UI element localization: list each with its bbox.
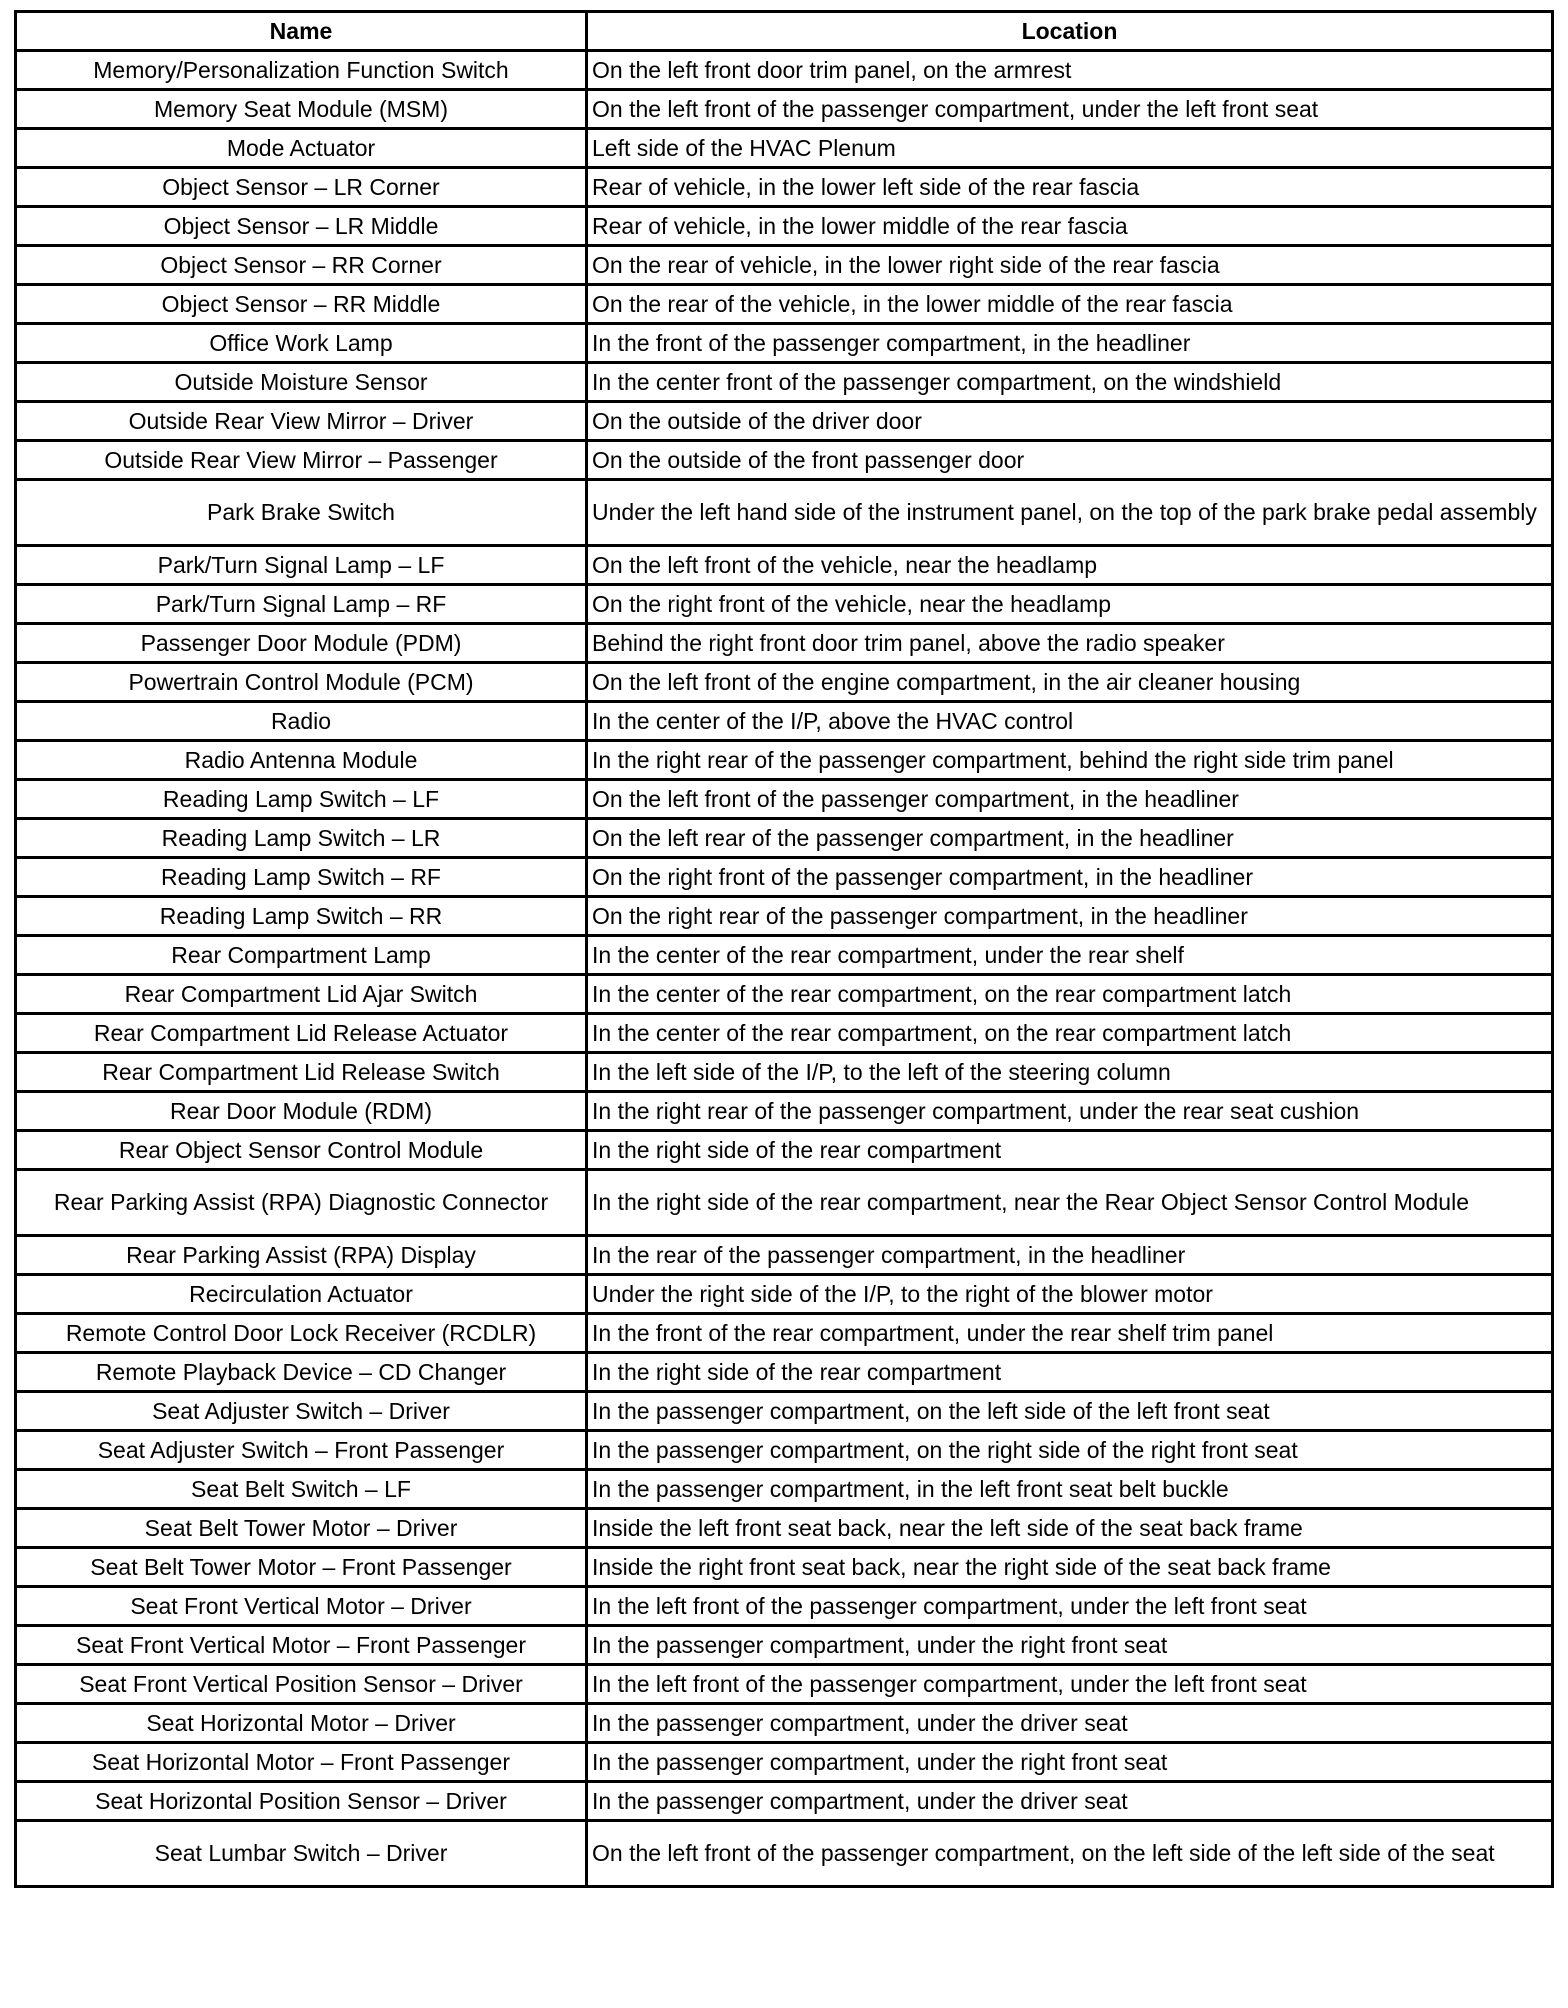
table-row [16,936,1553,975]
component-location-cell: In the front of the rear compartment, under the rear shelf trim panel [587,1314,1553,1353]
component-location-cell: In the left front of the passenger compartment, under the left front seat [587,1665,1553,1704]
component-location-cell: On the left front of the vehicle, near the headlamp [587,546,1553,585]
component-location-cell: Rear of vehicle, in the lower left side of the rear fascia [587,168,1553,207]
component-name-cell: Seat Front Vertical Motor – Front Passenger [16,1626,587,1665]
component-location-cell: On the outside of the driver door [587,402,1553,441]
table-row [16,441,1553,480]
table-row [16,129,1553,168]
table-row [16,90,1553,129]
table-row [16,1275,1553,1314]
component-name-cell: Reading Lamp Switch – RR [16,897,587,936]
component-location-cell: In the passenger compartment, in the left front seat belt buckle [587,1470,1553,1509]
component-name-cell: Rear Door Module (RDM) [16,1092,587,1131]
component-name-cell: Mode Actuator [16,129,587,168]
table-row [16,1704,1553,1743]
table-row [16,1782,1553,1821]
component-name-cell: Reading Lamp Switch – LF [16,780,587,819]
table-row [16,819,1553,858]
table-row [16,780,1553,819]
name-column-header: Name [16,12,587,51]
component-name-cell: Object Sensor – RR Middle [16,285,587,324]
component-name-cell: Seat Belt Tower Motor – Front Passenger [16,1548,587,1587]
component-location-cell: In the right side of the rear compartment [587,1131,1553,1170]
header-row [16,12,1553,51]
component-name-cell: Park Brake Switch [16,480,587,546]
component-location-cell: Inside the right front seat back, near the right side of the seat back frame [587,1548,1553,1587]
component-name-cell: Seat Belt Switch – LF [16,1470,587,1509]
table-row [16,1821,1553,1887]
component-name-cell: Seat Front Vertical Motor – Driver [16,1587,587,1626]
table-row [16,585,1553,624]
component-name-cell: Radio [16,702,587,741]
component-location-cell: On the rear of vehicle, in the lower right side of the rear fascia [587,246,1553,285]
component-location-cell: In the center of the rear compartment, under the rear shelf [587,936,1553,975]
table-row [16,1014,1553,1053]
component-location-cell: In the center of the I/P, above the HVAC control [587,702,1553,741]
component-name-cell: Memory/Personalization Function Switch [16,51,587,90]
component-location-cell: In the passenger compartment, under the right front seat [587,1743,1553,1782]
table-row [16,663,1553,702]
table-row [16,1353,1553,1392]
component-name-cell: Seat Adjuster Switch – Front Passenger [16,1431,587,1470]
component-location-cell: On the left front door trim panel, on the armrest [587,51,1553,90]
component-name-cell: Rear Compartment Lamp [16,936,587,975]
table-row [16,546,1553,585]
component-name-cell: Rear Compartment Lid Ajar Switch [16,975,587,1014]
component-location-cell: In the left side of the I/P, to the left of the steering column [587,1053,1553,1092]
component-location-cell: In the passenger compartment, on the left side of the left front seat [587,1392,1553,1431]
table-row [16,1053,1553,1092]
table-row [16,324,1553,363]
component-location-cell: Rear of vehicle, in the lower middle of the rear fascia [587,207,1553,246]
component-location-cell: In the front of the passenger compartment, in the headliner [587,324,1553,363]
component-name-cell: Object Sensor – LR Corner [16,168,587,207]
component-location-cell: Behind the right front door trim panel, above the radio speaker [587,624,1553,663]
component-name-cell: Remote Playback Device – CD Changer [16,1353,587,1392]
table-row [16,480,1553,546]
component-name-cell: Remote Control Door Lock Receiver (RCDLR) [16,1314,587,1353]
table-row [16,1236,1553,1275]
component-name-cell: Seat Horizontal Motor – Driver [16,1704,587,1743]
table-row [16,51,1553,90]
component-name-cell: Powertrain Control Module (PCM) [16,663,587,702]
component-name-cell: Radio Antenna Module [16,741,587,780]
component-name-cell: Reading Lamp Switch – RF [16,858,587,897]
table-row [16,1548,1553,1587]
table-row [16,246,1553,285]
component-name-cell: Seat Adjuster Switch – Driver [16,1392,587,1431]
component-location-cell: On the right rear of the passenger compartment, in the headliner [587,897,1553,936]
component-name-cell: Memory Seat Module (MSM) [16,90,587,129]
component-location-cell: On the left front of the passenger compartment, on the left side of the left side of the seat [587,1821,1553,1887]
component-name-cell: Object Sensor – LR Middle [16,207,587,246]
component-name-cell: Rear Parking Assist (RPA) Display [16,1236,587,1275]
component-location-cell: On the right front of the passenger compartment, in the headliner [587,858,1553,897]
table-row [16,363,1553,402]
component-location-cell: Left side of the HVAC Plenum [587,129,1553,168]
table-row [16,168,1553,207]
component-location-cell: On the left rear of the passenger compartment, in the headliner [587,819,1553,858]
component-location-cell: On the rear of the vehicle, in the lower middle of the rear fascia [587,285,1553,324]
component-name-cell: Outside Rear View Mirror – Passenger [16,441,587,480]
table-header [16,12,1553,51]
component-location-cell: In the center front of the passenger compartment, on the windshield [587,363,1553,402]
component-name-cell: Outside Rear View Mirror – Driver [16,402,587,441]
table-row [16,897,1553,936]
component-name-cell: Rear Parking Assist (RPA) Diagnostic Connector [16,1170,587,1236]
table-row [16,1470,1553,1509]
component-location-cell: In the right side of the rear compartment [587,1353,1553,1392]
component-name-cell: Seat Horizontal Motor – Front Passenger [16,1743,587,1782]
component-name-cell: Office Work Lamp [16,324,587,363]
component-location-cell: Under the left hand side of the instrument panel, on the top of the park brake pedal assembly [587,480,1553,546]
component-location-cell: On the left front of the passenger compartment, under the left front seat [587,90,1553,129]
component-name-cell: Rear Object Sensor Control Module [16,1131,587,1170]
table-row [16,1626,1553,1665]
component-location-cell: In the passenger compartment, on the right side of the right front seat [587,1431,1553,1470]
component-name-cell: Park/Turn Signal Lamp – RF [16,585,587,624]
table-row [16,1587,1553,1626]
table-row [16,1092,1553,1131]
component-location-cell: In the passenger compartment, under the driver seat [587,1782,1553,1821]
table-row [16,1743,1553,1782]
table-row [16,402,1553,441]
component-location-cell: Inside the left front seat back, near the left side of the seat back frame [587,1509,1553,1548]
component-location-cell: On the right front of the vehicle, near the headlamp [587,585,1553,624]
component-location-cell: On the left front of the engine compartment, in the air cleaner housing [587,663,1553,702]
component-location-cell: In the center of the rear compartment, on the rear compartment latch [587,1014,1553,1053]
component-location-cell: In the left front of the passenger compartment, under the left front seat [587,1587,1553,1626]
table-row [16,1131,1553,1170]
table-row [16,1431,1553,1470]
component-name-cell: Passenger Door Module (PDM) [16,624,587,663]
component-name-cell: Reading Lamp Switch – LR [16,819,587,858]
component-name-cell: Seat Belt Tower Motor – Driver [16,1509,587,1548]
table-row [16,741,1553,780]
component-location-cell: In the right rear of the passenger compartment, behind the right side trim panel [587,741,1553,780]
component-name-cell: Object Sensor – RR Corner [16,246,587,285]
table-row [16,975,1553,1014]
table-row [16,858,1553,897]
component-name-cell: Outside Moisture Sensor [16,363,587,402]
table-row [16,1314,1553,1353]
component-location-cell: In the passenger compartment, under the driver seat [587,1704,1553,1743]
component-name-cell: Recirculation Actuator [16,1275,587,1314]
component-location-cell: On the left front of the passenger compartment, in the headliner [587,780,1553,819]
component-name-cell: Seat Front Vertical Position Sensor – Driver [16,1665,587,1704]
table-row [16,624,1553,663]
component-location-cell: On the outside of the front passenger door [587,441,1553,480]
component-location-cell: In the passenger compartment, under the right front seat [587,1626,1553,1665]
component-name-cell: Seat Horizontal Position Sensor – Driver [16,1782,587,1821]
component-location-cell: In the center of the rear compartment, on the rear compartment latch [587,975,1553,1014]
component-location-cell: In the right side of the rear compartment, near the Rear Object Sensor Control Module [587,1170,1553,1236]
table-row [16,1665,1553,1704]
component-name-cell: Rear Compartment Lid Release Actuator [16,1014,587,1053]
table-row [16,1509,1553,1548]
component-location-table [14,10,1554,1888]
table-row [16,702,1553,741]
component-location-cell: Under the right side of the I/P, to the right of the blower motor [587,1275,1553,1314]
table-row [16,207,1553,246]
component-location-cell: In the right rear of the passenger compartment, under the rear seat cushion [587,1092,1553,1131]
table-row [16,285,1553,324]
component-name-cell: Seat Lumbar Switch – Driver [16,1821,587,1887]
component-name-cell: Rear Compartment Lid Release Switch [16,1053,587,1092]
table-body [16,51,1553,1887]
table-row [16,1392,1553,1431]
component-location-cell: In the rear of the passenger compartment, in the headliner [587,1236,1553,1275]
location-column-header: Location [587,12,1553,51]
table-row [16,1170,1553,1236]
component-name-cell: Park/Turn Signal Lamp – LF [16,546,587,585]
